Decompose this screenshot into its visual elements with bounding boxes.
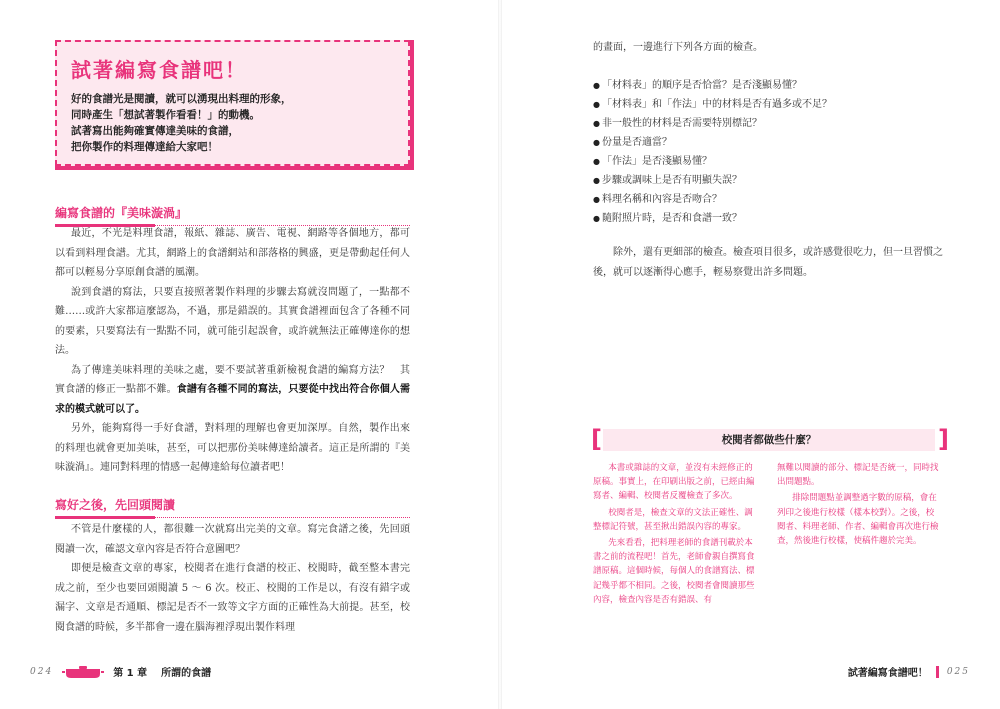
- checklist-item: ● 「材料表」和「作法」中的材料是否有過多或不足？: [593, 95, 948, 114]
- section-heading: 編寫食譜的『美味漩渦』: [55, 204, 410, 226]
- intro-line: 好的食譜光是閱讀，就可以湧現出料理的形象，: [71, 93, 292, 105]
- bracket-right-icon: ]: [938, 425, 949, 453]
- chapter-label: 第 1 章: [113, 668, 148, 679]
- section-body: [55, 224, 410, 478]
- column-text-right: [777, 461, 942, 550]
- page-title: 試著編寫食譜吧！: [71, 58, 247, 82]
- footer-right: [848, 664, 970, 679]
- pot-icon: [61, 665, 105, 679]
- right-page: [500, 0, 1000, 709]
- paragraph: 校閱者是，檢查文章的文法正確性、調整標記符號，甚至揪出錯誤內容的專家。: [593, 507, 753, 532]
- paragraph: 排除問題點並調整過字數的原稿，會在列印之後進行校樣（樣本校對）。之後，校閱者、料理老師、作者、編輯會再次進行檢查，然後進行校樣，使稿件趨於完美。: [777, 493, 939, 547]
- divider-bar: [936, 666, 939, 678]
- footer-left: [30, 664, 211, 679]
- paragraph-part: 為了傳達美味料理的美味之處，要不要試著重新檢視食譜的編寫方法？ 其實食譜的修正一點都不難。: [55, 364, 410, 395]
- checklist-item: ● 料理名稱和內容是否吻合？: [593, 190, 948, 209]
- chapter-title: 所謂的食譜: [161, 668, 212, 679]
- checklist-item: ● 「作法」是否淺顯易懂？: [593, 152, 948, 171]
- page-number: 024: [30, 666, 54, 677]
- checklist-item: ● 隨附照片時，是否和食譜一致？: [593, 209, 948, 228]
- column-box: [591, 425, 949, 629]
- section-body: [55, 520, 410, 637]
- intro-line: 試著寫出能夠確實傳達美味的食譜，: [71, 125, 239, 137]
- paragraph: 無難以閱讀的部分、標記是否統一，同時找出問題點。: [777, 463, 939, 488]
- section-heading: 寫好之後，先回頭閱讀: [55, 496, 410, 518]
- intro-line: 同時產生「想試著製作看看！」的動機。: [71, 109, 260, 121]
- column-text-left: [593, 461, 758, 609]
- title-box: [55, 40, 410, 166]
- emphasized-text: 食譜有各種不同的寫法，只要從中找出符合你個人需求的模式就可以了。: [55, 384, 411, 415]
- paragraph: 除外，還有更細部的檢查。檢查項目很多，或許感覺很吃力，但一旦習慣之後，就可以逐漸得心應手，輕易察覺出許多問題。: [593, 247, 943, 278]
- paragraph: [55, 361, 410, 420]
- running-title: 試著編寫食譜吧！: [847, 668, 928, 679]
- paragraph: 不管是什麼樣的人，都很難一次就寫出完美的文章。寫完食譜之後，先回頭閱讀一次，確認文章內容是否符合意圖吧？: [55, 524, 410, 555]
- checklist-item: ● 步驟或調味上是否有明顯失誤？: [593, 171, 948, 190]
- page-number: 025: [946, 666, 970, 677]
- paragraph: 說到食譜的寫法，只要直接照著製作料理的步驟去寫就沒問題了，一點都不難……或許大家都這麼認為，不過，那是錯誤的。其實食譜裡面包含了各種不同的要素，只要寫法有一點點不同，就可能引起誤會，或許就無法正確傳達你的想法。: [55, 286, 410, 356]
- paragraph: 即便是檢查文章的專家，校閱者在進行食譜的校正、校閱時，截至整本書完成之前，至少也要回頭閱讀 5 ～ 6 次。校正、校閱的工作是以，有沒有錯字或漏字、文章是否通順、標記是否不一致等文字方面的正確性為大前提。甚至，校閱食譜的時候，多半都會一邊在腦海裡浮現出製作料理: [55, 563, 410, 633]
- checklist-item: ● 「材料表」的順序是否恰當？是否淺顯易懂？: [593, 76, 948, 95]
- checklist: [593, 76, 948, 228]
- paragraph: 先來看看，把料理老師的食譜刊載於本書之前的流程吧！首先，老師會親自撰寫食譜原稿。這個時候，每個人的食譜寫法、標記幾乎都不相同。之後，校閱者會閱讀那些內容，檢查內容是否有錯誤、有: [593, 538, 755, 605]
- intro-line: 把你製作的料理傳達給大家吧！: [71, 141, 218, 153]
- checklist-item: ● 份量是否適當？: [593, 133, 948, 152]
- continued-text: 的畫面，一邊進行下列各方面的檢查。: [593, 42, 763, 53]
- column-heading: 校閱者都做些什麼？: [603, 429, 935, 451]
- paragraph: 最近，不光是料理食譜，報紙、雜誌、廣告、電視、網路等各個地方，都可以看到料理食譜。尤其，網路上的食譜網站和部落格的興盛，更是帶動起任何人都可以輕易分享原創食譜的風潮。: [55, 228, 410, 278]
- paragraph: 本書或雜誌的文章，並沒有未經修正的原稿。事實上，在印刷出版之前，已經由編寫者、編輯、校閱者反覆檢查了多次。: [593, 463, 755, 502]
- bracket-left-icon: [: [591, 425, 602, 453]
- checklist-item: ● 非一般性的材料是否需要特別標記？: [593, 114, 948, 133]
- paragraph: 另外，能夠寫得一手好食譜，對料理的理解也會更加深厚。自然，製作出來的料理也就會更加美味，甚至，可以把那份美味傳達給讀者。這正是所謂的『美味漩渦』。連同對料理的情感一起傳達給每位讀者吧！: [55, 423, 410, 473]
